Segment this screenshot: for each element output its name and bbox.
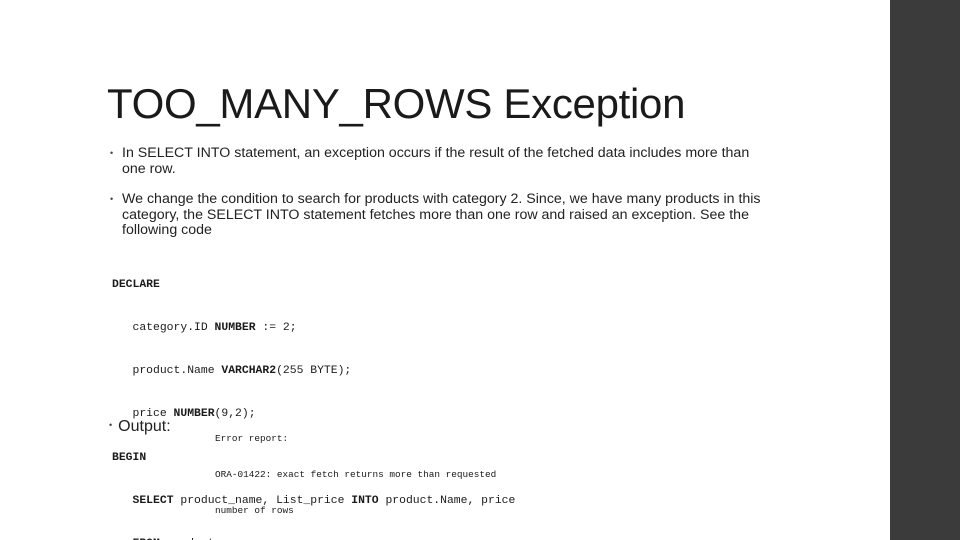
code-keyword: NUMBER <box>214 322 256 335</box>
bullet-item <box>110 146 775 177</box>
code-line <box>112 278 515 292</box>
bullet-list <box>110 146 775 254</box>
error-line: ORA-01422: exact fetch returns more than requested <box>215 469 497 480</box>
code-text: product.Name <box>112 365 222 378</box>
error-line: Error report: <box>215 433 289 444</box>
bullet-text: We change the condition to search for products with category 2. Since, we have many products in this category, the SELECT INTO statement fetches more than one row and raised an exception. See the following code <box>122 191 761 238</box>
code-text: := 2; <box>255 322 297 335</box>
output-label: Output: <box>118 418 171 435</box>
code-text: product.Name, price <box>378 494 516 507</box>
code-keyword: DECLARE <box>112 278 160 291</box>
code-keyword: NUMBER <box>173 408 215 421</box>
output-bullet <box>109 418 171 436</box>
code-line <box>112 364 515 378</box>
bullet-text: In SELECT INTO statement, an exception occurs if the result of the fetched data includes more than one row. <box>122 145 750 177</box>
code-text: (9,2); <box>214 408 256 421</box>
code-text: category.ID <box>112 322 215 335</box>
code-keyword: VARCHAR2 <box>221 365 277 378</box>
bullet-marker-icon: • <box>110 194 114 204</box>
code-keyword: BEGIN <box>112 451 147 464</box>
code-indent <box>112 495 133 507</box>
error-report <box>215 409 530 540</box>
bullet-item <box>110 192 775 239</box>
code-text: product_name, List_price <box>173 494 352 507</box>
bullet-marker-icon: • <box>109 420 113 430</box>
code-text: price <box>112 408 174 421</box>
bullet-marker-icon: • <box>110 148 114 158</box>
sidebar-decoration <box>890 0 960 540</box>
slide-title: TOO_MANY_ROWS Exception <box>107 80 686 127</box>
code-text: (255 BYTE); <box>276 365 352 378</box>
code-keyword: INTO <box>351 494 379 507</box>
error-line: number of rows <box>215 505 294 516</box>
code-keyword: SELECT <box>132 494 174 507</box>
code-line <box>112 321 515 335</box>
